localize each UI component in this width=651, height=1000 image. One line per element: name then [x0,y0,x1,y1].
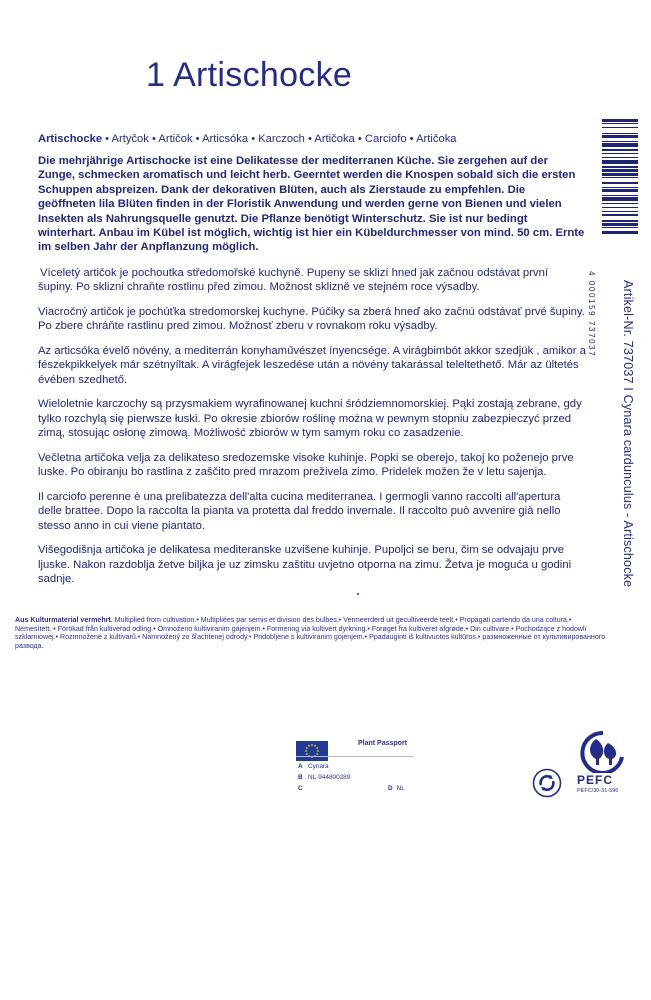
barcode-bar [602,211,638,212]
footnote-text: Multiplied from cultivation.• Multipliées par semis et division des bulbes.• Vermeerderd uit gecultiveerde teelt.• Propagati partendo da una coltura.• Nemesített. • Förökad från kultiverad odling.• Omnoženo kultiviranim gajenjem.• Formering via kultivert dyrkning.• Forøget fra kultiveret afgrøde.• Din cultivare.• Pochodzące z hodowli szklarniowej.• Rozmnožené z kultivarů.• Namnožený zo šľachtenej odrody.• Pridobljene s kultiviranim gojenjem.• Ppadauginti iš kultivuotos kultūros.• размноженные от культивированного развода. [15,616,606,650]
barcode-bar [602,203,638,204]
barcode-bar [602,220,638,221]
footnote-lead: Aus Kulturmaterial vermehrt. [15,616,113,624]
barcode-bar [602,141,638,142]
pefc-tree-icon [574,729,632,773]
barcode-bar [602,207,638,208]
barcode [594,119,638,271]
barcode-bar [602,231,638,234]
barcode-bar [602,197,638,201]
passport-row-d: D NL [388,785,405,792]
passport-row-b: B NL-944800289 [298,774,351,781]
stray-dot [357,593,359,595]
barcode-bar [602,153,638,154]
barcode-bar [602,143,638,147]
barcode-bar [602,157,638,158]
pefc-text: PEFC [577,773,614,787]
barcode-bar [602,135,638,138]
barcode-digits: 4 000159 737037 [587,271,596,358]
barcode-bar [602,195,638,196]
translated-names: • Artyčok • Artičok • Articsóka • Karczoch • Artičoka • Carciofo • Artičoka [102,133,457,145]
barcode-bar [602,123,638,124]
barcode-bar [602,177,638,178]
barcode-bar [602,187,638,188]
primary-name: Artischocke [38,133,103,145]
paragraph-hu: Az articsóka évelő növény, a mediterrán konyhaművészet ínyencsége. A virágbimbót akkor szedjük , amikor a fészekpikkelyek már szétnyíltak. A virágfejek leszedése után a növény takarással teleltethető. Már az ültetés évében szedhető. [38,344,586,386]
paragraph-sl: Večletna artičoka velja za delikateso sredozemske visoke kuhinje. Popki se oberejo, takoj ko poženejo prve luske. Po obiranju bo rastlina z zaščito pred mrazom preživela zimo. Pridelek možen že v letu sajenja. [38,451,574,479]
paragraph-sk: Viacročný artičok je pochúťka stredomorskej kuchyne. Púčiky sa zberá hneď ako začnú odstávať prvé šupiny. Po zbere chráňte rastlinu pred zimou. Možnosť zberu v rovnakom roku výsadby. [38,305,585,333]
barcode-bar [602,133,638,134]
pefc-code: PEFC/30-31-596 [577,788,619,794]
passport-row-c: C [298,785,303,792]
paragraph-cs: Víceletý artičok je pochoutka středomořské kuchyně. Pupeny se sklizí hned jak začnou odstávat první šupiny. Po sklizni chraňte rostlinu před zimou. Možnost sklizně ve stejném roce výsadby. [38,266,549,294]
recycling-icon [532,768,562,803]
barcode-bar [602,127,638,128]
eu-flag-icon [296,741,328,761]
barcode-bar [602,214,638,217]
barcode-bar [602,119,638,122]
passport-row-a: A Cynara [298,763,329,770]
paragraph-de: Die mehrjährige Artischocke ist eine Delikatesse der mediterranen Küche. Sie zergehen auf der Zunge, schmecken aromatisch und leicht herb. Geerntet werden die Knospen sobald sich die ersten Schuppen abspreizen. Dank der dekorativen Blüten, auch als Zierstaude zu empfehlen. Die geöffneten lila Blüten finden in der Floristik Anwendung und werden gerne von Bienen und vielen Insekten als Nahrungsquelle genutzt. Die Pflanze benötigt Winterschutz. Sie ist nur bedingt winterhart. Anbau im Kübel ist möglich, wichtig ist hier ein Kübeldurchmesser von mind. 50 cm. Ernte im selben Jahr der Anpflanzung möglich. [38,155,585,254]
pefc-logo [574,729,632,797]
barcode-bar [602,166,638,167]
barcode-bar [602,173,638,176]
language-names [38,133,586,145]
plant-passport [296,738,416,796]
passport-divider [296,756,414,757]
barcode-bar [602,169,638,172]
barcode-bar [602,227,638,228]
barcode-bar [602,160,638,164]
page-title: 1 Artischocke [146,56,353,94]
barcode-bar [602,223,638,226]
barcode-bar [602,149,638,152]
article-number-label: Artikel-Nr. 737037 I Cynara cardunculus - Artischocke [621,280,635,588]
paragraph-pl: Wieloletnie karczochy są przysmakiem wyrafinowanej kuchni śródziemnomorskiej. Pąki zostają zebrane, gdy tylko rozchylą się pierwsze łuski. Po okresie zbiorów roślinę można w pewnym stopniu zabezpieczyć przed zimą, stosując osłonę zimową. Możliwość zbiorów w tym samym roku co zasadzenie. [38,398,582,440]
propagation-footnote [15,616,607,650]
paragraph-it: Il carciofo perenne è una prelibatezza dell'alta cucina mediterranea. I germogli vanno raccolti all'apertura delle brattee. Dopo la raccolta la pianta va protetta dal freddo invernale. Il raccolto può avvenire già nello stesso anno in cui viene piantato. [38,490,561,532]
barcode-bar [602,182,638,183]
plant-passport-title: Plant Passport [358,740,408,747]
description-block [38,133,586,597]
barcode-bar [602,189,638,192]
paragraph-hr: Višegodišnja artičoka je delikatesa mediteranske uzvišene kuhinje. Pupoljci se beru, čim se odvajaju prve ljuske. Nakon razdoblja žetve biljka je uz zimsku zaštitu uvjetno otporna na zimu. Žetva je moguća u godini sadnje. [38,544,572,586]
